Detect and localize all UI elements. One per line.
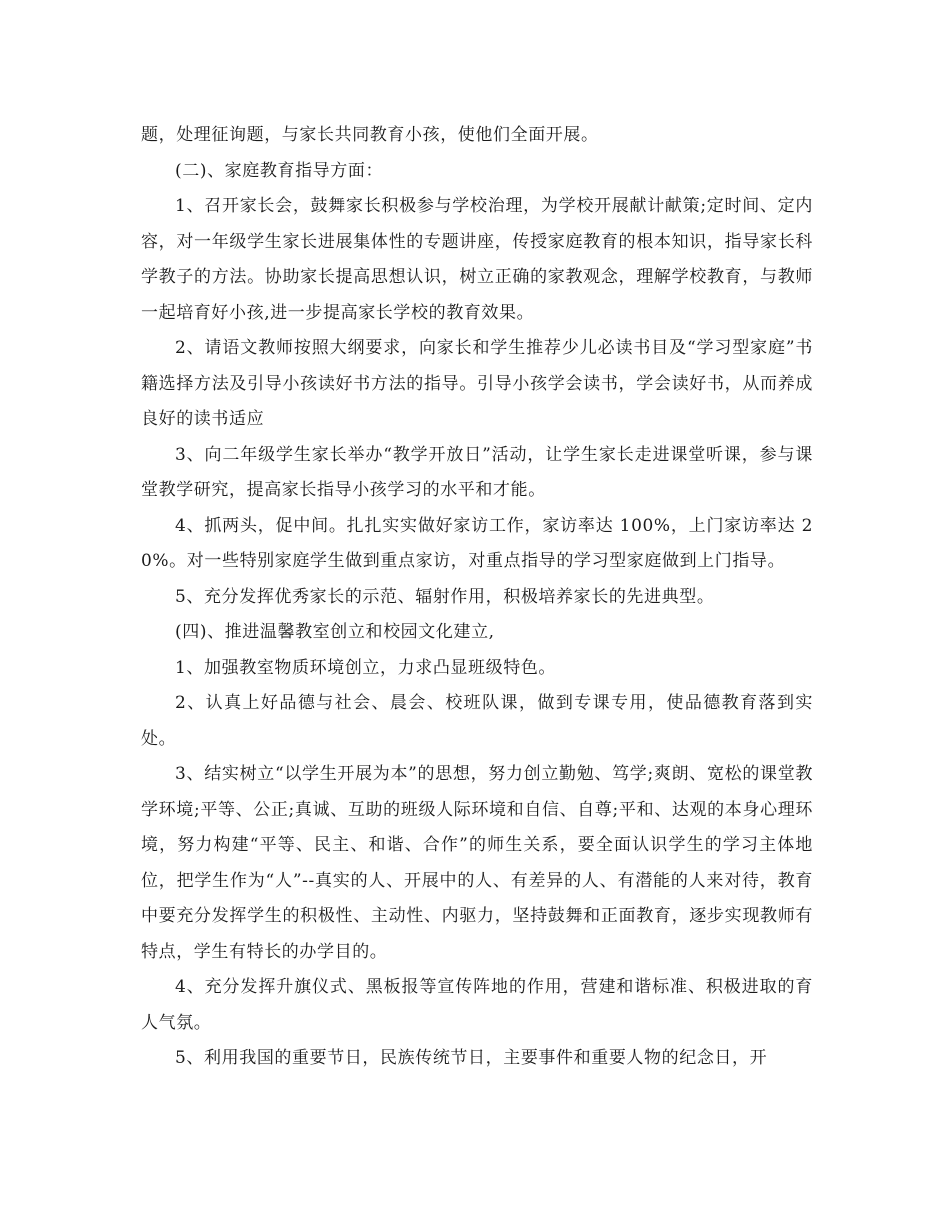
paragraph-item-5: 5、充分发挥优秀家长的示范、辐射作用，积极培养家长的先进典型。 <box>175 586 715 607</box>
paragraph-continuation: 题，处理征询题，与家长共同教育小孩，使他们全面开展。 <box>141 125 599 145</box>
paragraph-item-4: 4、充分发挥升旗仪式、黑板报等宣传阵地的作用，营建和谐标准、积极进取的育人气氛。 <box>141 977 813 1033</box>
section-heading-family-education: (二)、家庭教育指导方面： <box>175 160 384 181</box>
paragraph-item-2: 2、认真上好品德与社会、晨会、校班队课，做到专课专用，使品德教育落到实处。 <box>141 693 813 749</box>
section-heading-classroom-culture: (四)、推进温馨教室创立和校园文化建立, <box>175 622 495 642</box>
paragraph-item-1: 1、加强教室物质环境创立，力求凸显班级特色。 <box>175 657 557 678</box>
paragraph-item-3: 3、向二年级学生家长举办“教学开放日”活动，让学生家长走进课堂听课，参与课堂教学研究，提高家长指导小孩学习的水平和才能。 <box>141 444 813 500</box>
paragraph-item-5: 5、利用我国的重要节日，民族传统节日，主要事件和重要人物的纪念日，开 <box>175 1048 768 1068</box>
paragraph-item-1: 1、召开家长会，鼓舞家长积极参与学校治理，为学校开展献计献策;定时间、定内容，对一年级学生家长进展集体性的专题讲座，传授家庭教育的根本知识，指导家长科学教子的方法。协助家长提高思想认识，树立正确的家教观念，理解学校教育，与教师一起培育好小孩,进一步提高家长学校的教育效果。 <box>141 196 813 323</box>
paragraph-item-2: 2、请语文教师按照大纲要求，向家长和学生推荐少儿必读书目及“学习型家庭”书籍选择方法及引导小孩读好书方法的指导。引导小孩学会读书，学会读好书，从而养成良好的读书适应 <box>141 338 813 429</box>
document-body <box>141 118 813 1077</box>
paragraph-item-3: 3、结实树立“以学生开展为本”的思想，努力创立勤勉、笃学;爽朗、宽松的课堂教学环境;平等、公正;真诚、互助的班级人际环境和自信、自尊;平和、达观的本身心理环境，努力构建“平等、民主、和谐、合作”的师生关系，要全面认识学生的学习主体地位，把学生作为“人”--真实的人、开展中的人、有差异的人、有潜能的人来对待，教育中要充分发挥学生的积极性、主动性、内驱力，坚持鼓舞和正面教育，逐步实现教师有特点，学生有特长的办学目的。 <box>141 764 813 962</box>
paragraph-item-4: 4、抓两头，促中间。扎扎实实做好家访工作，家访率达 100%，上门家访率达 20%。对一些特别家庭学生做到重点家访，对重点指导的学习型家庭做到上门指导。 <box>141 515 813 571</box>
